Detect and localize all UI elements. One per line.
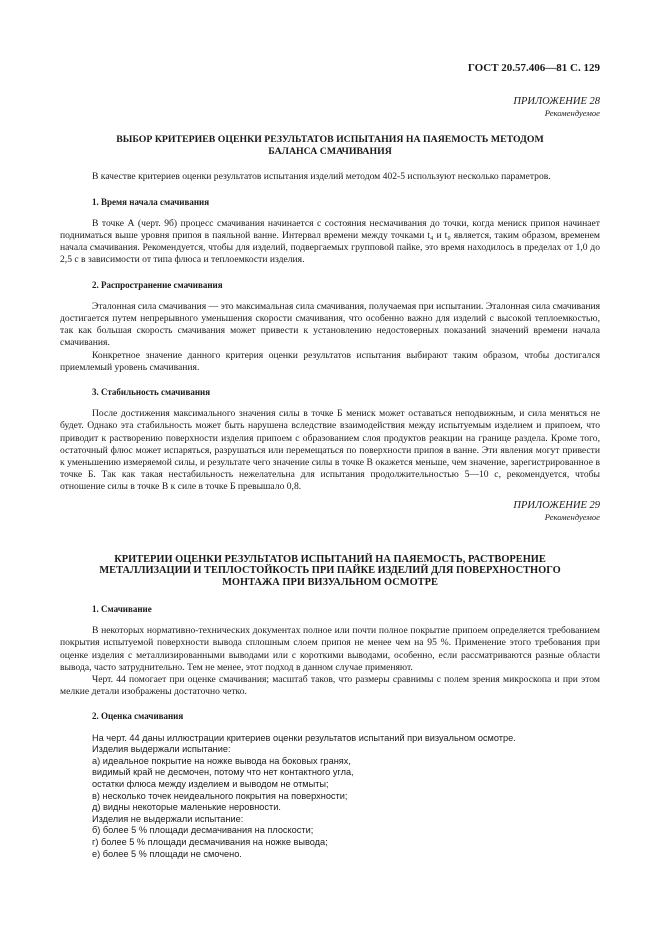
list-item: видимый край не десмочен, потому что нет контактного угла, (92, 767, 354, 778)
section-heading: 1. Время начала смачивания (92, 196, 210, 207)
list-item: остатки флюса между изделием и выводом не отмыты; (92, 779, 329, 790)
section-heading: 1. Смачивание (92, 604, 152, 615)
paragraph: Черт. 44 помогает при оценке смачивания; масштаб таков, что размеры сравнимы с полем зрения микроскопа и при этом мелкие детали изображены достаточно четко. (60, 674, 600, 698)
paragraph: В точке А (черт. 9б) процесс смачивания начинается с состояния несмачивания до точки, когда мениск припоя начинает подниматься выше уровня припоя в паяльной ванне. Интервал времени между точками t₄ и t₀ является, таким образом, временем начала смачивания. Рекомендуется, чтобы для изделий, подвергаемых групповой пайке, это время находилось в пределах от 1,0 до 2,5 с в зависимости от типа флюса и теплоемкости изделия. (60, 217, 600, 266)
document-page (60, 62, 600, 860)
page-header: ГОСТ 20.57.406—81 С. 129 (467, 62, 600, 74)
list-item: а) идеальное покрытие на ножке вывода на боковых гранях, (92, 755, 351, 766)
appendix-status: Рекомендуемое (544, 511, 600, 522)
appendix-28-label (60, 96, 600, 118)
list-item: б) более 5 % площади десмачивания на плоскости; (92, 825, 314, 836)
list-item: г) более 5 % площади десмачивания на ножке вывода; (92, 837, 328, 848)
section-heading: 2. Оценка смачивания (92, 711, 184, 722)
appendix-29-title: КРИТЕРИИ ОЦЕНКИ РЕЗУЛЬТАТОВ ИСПЫТАНИЙ НА ПАЯЕМОСТЬ, РАСТВОРЕНИЕ МЕТАЛЛИЗАЦИИ И ТЕПЛОСТОЙКОСТЬ ПРИ ПАЙКЕ ИЗДЕЛИЙ ДЛЯ ПОВЕРХНОСТНОГО МОНТАЖА ПРИ ВИЗУАЛЬНОМ ОСМОТРЕ (99, 553, 561, 589)
paragraph: Эталонная сила смачивания — это максимальная сила смачивания, получаемая при испытании. Эталонная сила смачивания достигается путем непрерывного уменьшения скорости смачивания, что особенно важно для изделий с высокой теплоемкостью, так как большая скорость смачивания может привести к установлению недостоверных показаний значений времени начала смачивания. (60, 300, 601, 349)
list-subheading: Изделия выдержали испытание: (92, 744, 231, 755)
list-item: е) более 5 % площади не смочено. (92, 848, 242, 859)
list-item: в) несколько точек неидеального покрытия на поверхности; (92, 790, 348, 801)
appendix-28-title: ВЫБОР КРИТЕРИЕВ ОЦЕНКИ РЕЗУЛЬТАТОВ ИСПЫТАНИЯ НА ПАЯЕМОСТЬ МЕТОДОМ БАЛАНСА СМАЧИВАНИЯ (116, 134, 544, 157)
section-heading: 3. Стабильность смачивания (92, 387, 211, 398)
list-subheading: Изделия не выдержали испытание: (92, 813, 244, 824)
intro-paragraph: В качестве критериев оценки результатов испытания изделий методом 402-5 используют несколько параметров. (92, 171, 551, 183)
appendix-number: ПРИЛОЖЕНИЕ 29 (513, 499, 600, 511)
appendix-29-label (60, 500, 600, 522)
appendix-status: Рекомендуемое (544, 108, 600, 119)
list-item: д) видны некоторые маленькие неровности. (92, 802, 281, 813)
evaluation-list (92, 733, 600, 861)
paragraph: После достижения максимального значения силы в точке Б мениск может оставаться неподвижным, и сила меняться не будет. Однако эта стабильность может быть нарушена вследствие взаимодействия между испытуемым изделием и припоем, что приводит к растворению поверхности изделия припоем с образованием слоя продуктов реакции на границе раздела. Кроме того, остаточный флюс может испаряться, разрушаться или перемещаться по поверхности припоя в ванне. Эти явления могут привести к уменьшению измеряемой силы, и результате чего значение силы в точке В окажется меньше, чем значение, зарегистрированное в точке Б. Так как такая нестабильность нежелательна для испытания продолжительностью 5—10 с, рекомендуется, чтобы отношение силы в точке В к силе в точке Б превышало 0,8. (60, 408, 600, 493)
paragraph: В некоторых нормативно-технических документах полное или почти полное покрытие припоем определяется требованием покрытия испытуемой поверхности вывода сплошным слоем припоя не менее чем на 95 %. Применение этого требования при оценке изделия с металлизированными выводами или с короткими выводами, особенно, если рассматриваются разные области вывода, часто затруднительно. Тем не менее, этот подход в данном случае применяют. (60, 625, 600, 673)
section-heading: 2. Распространение смачивания (92, 279, 223, 290)
paragraph: Конкретное значение данного критерия оценки результатов испытания выбирают таким образом, чтобы достигался приемлемый уровень смачивания. (60, 349, 600, 373)
list-lead: На черт. 44 даны иллюстрации критериев оценки результатов испытаний при визуальном осмотре. (92, 732, 516, 743)
appendix-number: ПРИЛОЖЕНИЕ 28 (513, 96, 600, 108)
